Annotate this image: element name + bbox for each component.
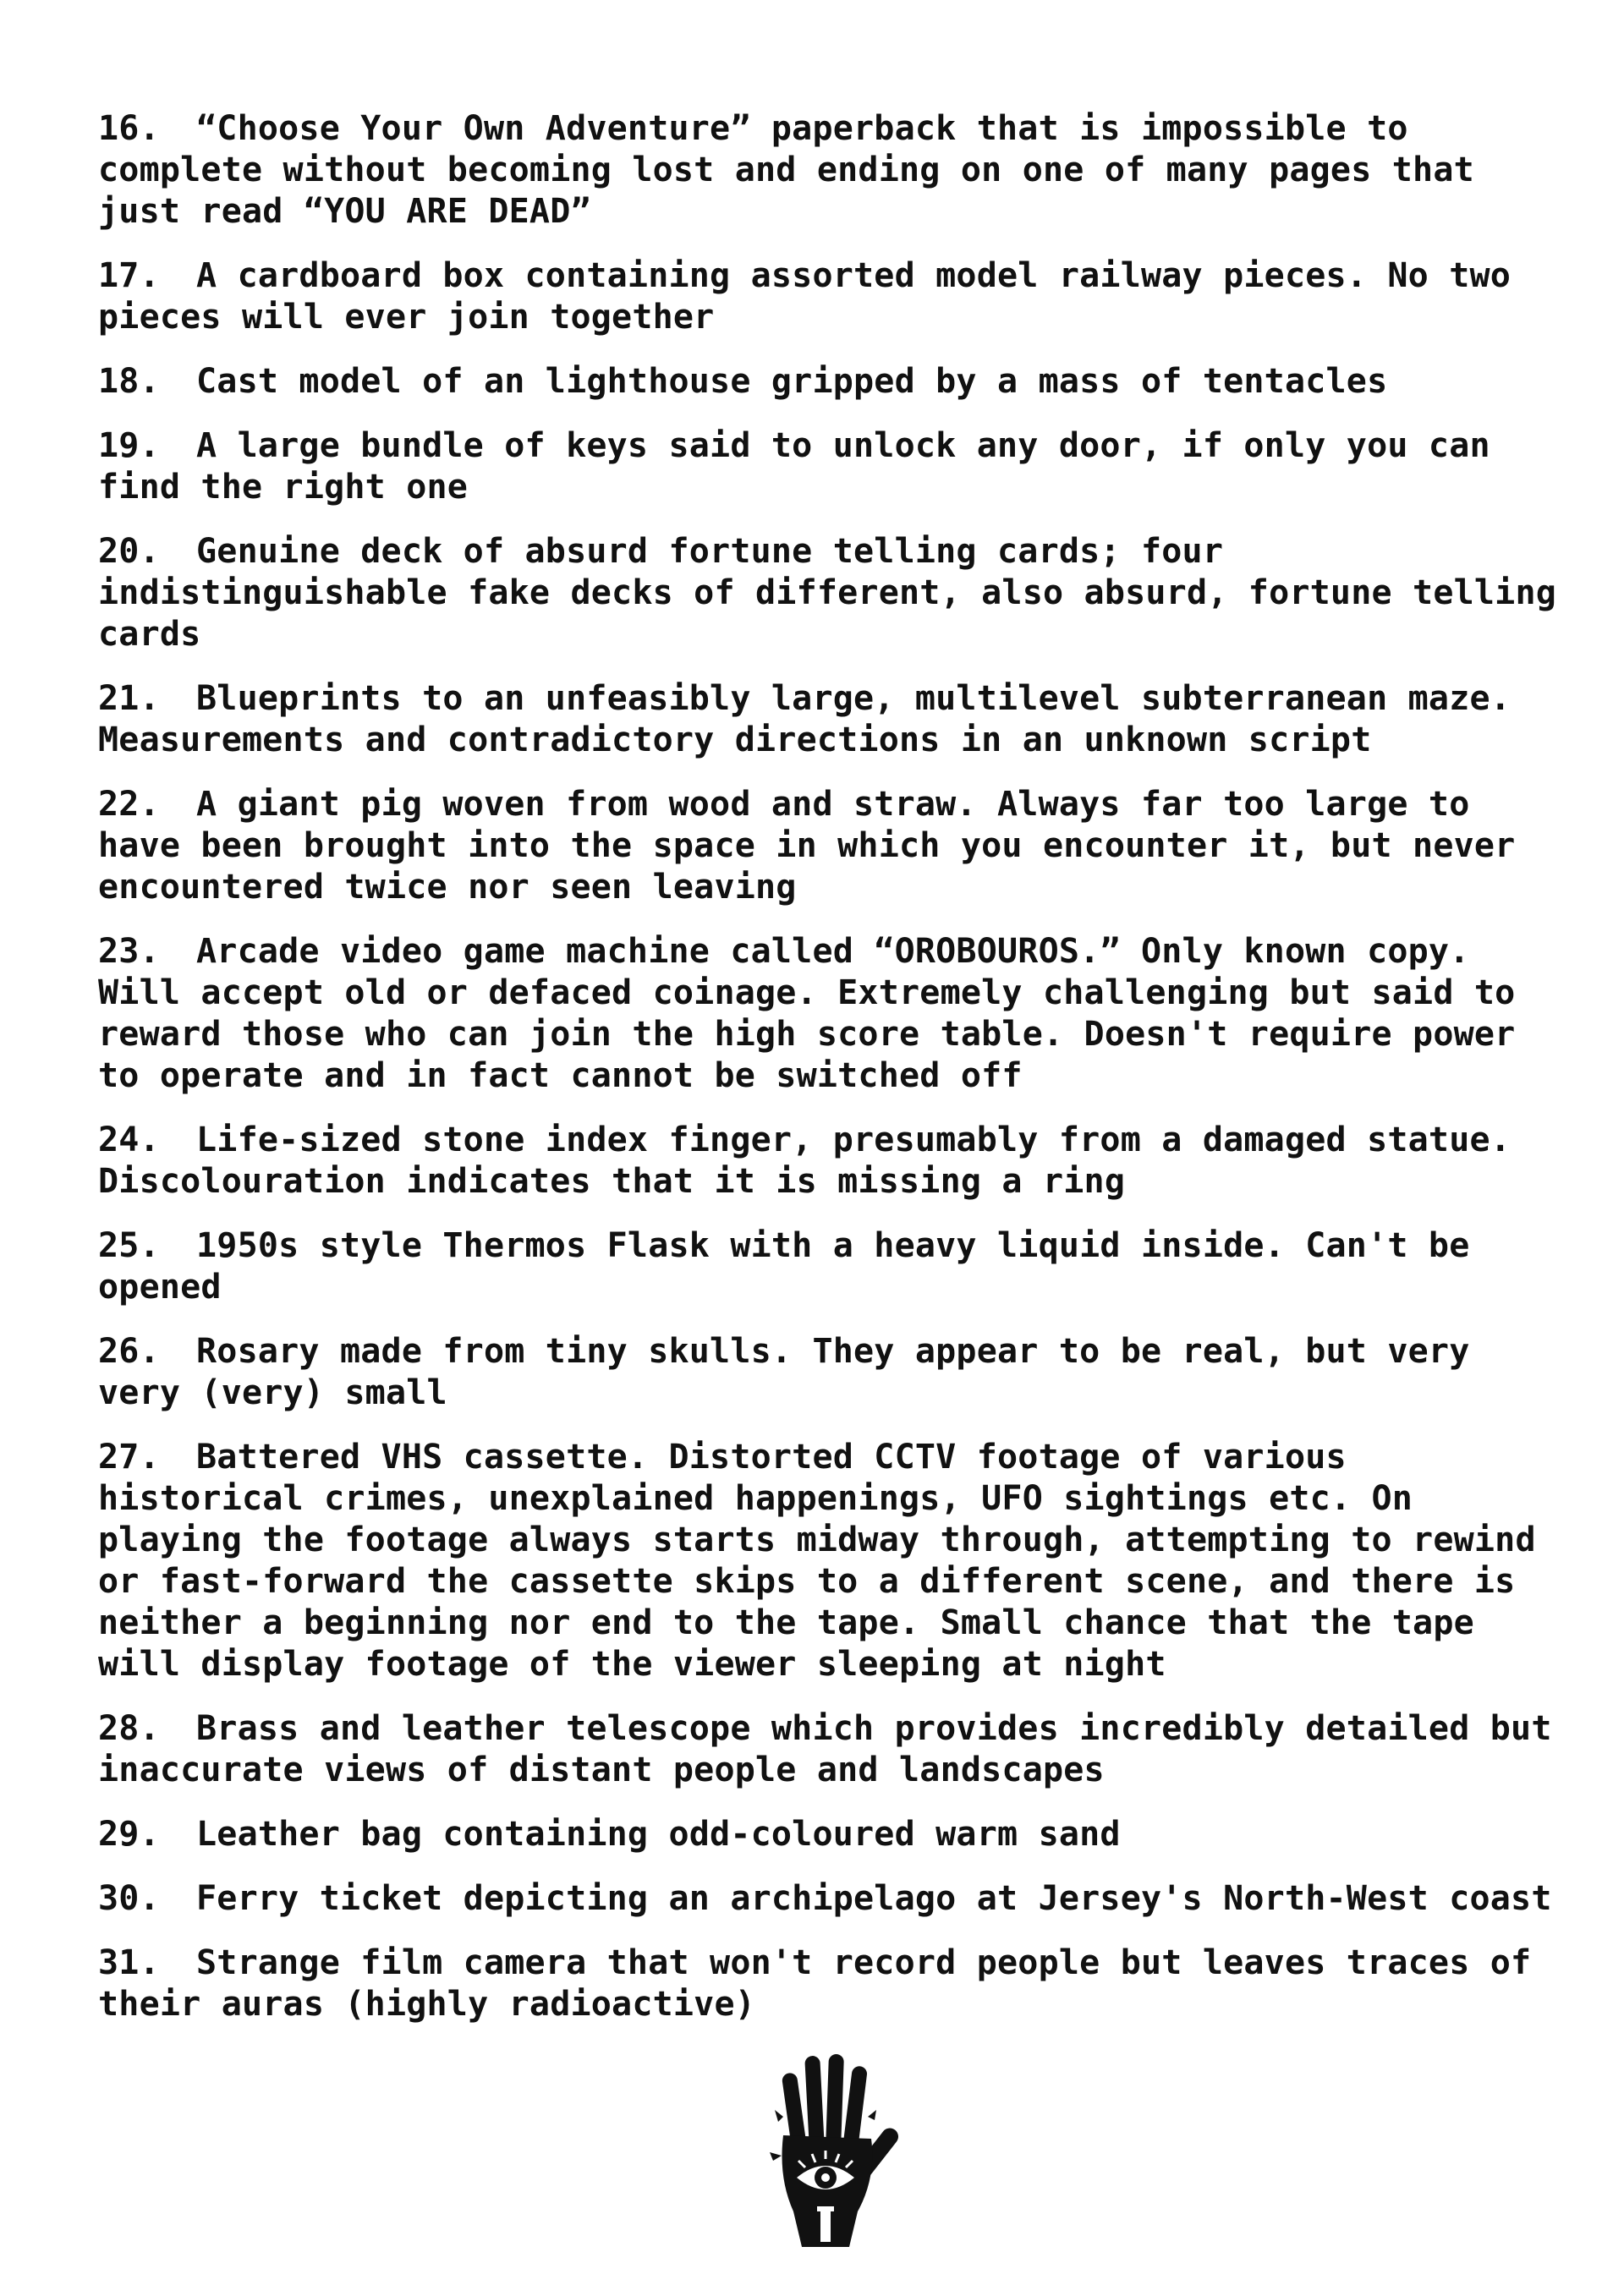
item-text: 1950s style Thermos Flask with a heavy liquid inside. Can't be opened [98,1226,1470,1307]
item-number: 21. [98,679,160,718]
list-item [98,108,1570,233]
item-text: Battered VHS cassette. Distorted CCTV footage of various historical crimes, unexplained happenings, UFO sightings etc. On playing the footage always starts midway through, attempting to rewind or fast-forward the cassette skips to a different scene, and there is neither a beginning nor end to the tape. Small chance that the tape will display footage of the viewer sleeping at night [98,1438,1536,1684]
list-item [98,931,1570,1097]
list-item [98,361,1570,403]
list-item [98,1437,1570,1685]
list-item [98,531,1570,655]
item-text: Rosary made from tiny skulls. They appear to be real, but very very (very) small [98,1332,1470,1412]
item-number: 30. [98,1879,160,1918]
item-number: 26. [98,1332,160,1371]
item-text: Brass and leather telescope which provides incredibly detailed but inaccurate views of distant people and landscapes [98,1709,1552,1789]
item-text: “Choose Your Own Adventure” paperback that is impossible to complete without becoming lost and ending on one of many pages that just read “YOU ARE DEAD” [98,109,1474,231]
item-number: 25. [98,1226,160,1265]
item-text: Blueprints to an unfeasibly large, multilevel subterranean maze. Measurements and contradictory directions in an unknown script [98,679,1512,759]
item-text: Ferry ticket depicting an archipelago at Jersey's North-West coast [196,1879,1552,1918]
item-text: Cast model of an lighthouse gripped by a mass of tentacles [196,362,1388,401]
item-number: 23. [98,932,160,971]
item-number: 28. [98,1709,160,1748]
item-text: Strange film camera that won't record people but leaves traces of their auras (highly radioactive) [98,1943,1532,2024]
item-number: 19. [98,426,160,465]
item-number: 29. [98,1815,160,1854]
list-item [98,1120,1570,1203]
item-number: 18. [98,362,160,401]
item-text: A large bundle of keys said to unlock any door, if only you can find the right one [98,426,1490,507]
list-item [98,1708,1570,1791]
item-text: Genuine deck of absurd fortune telling cards; four indistinguishable fake decks of different, also absurd, fortune telling cards [98,532,1557,654]
list-item [98,1331,1570,1414]
list-item [98,1878,1570,1920]
list-item [98,1814,1570,1855]
item-number: 17. [98,256,160,295]
list-item [98,425,1570,508]
item-list [98,108,1570,2048]
item-number: 20. [98,532,160,571]
item-text: Arcade video game machine called “OROBOUROS.” Only known copy. Will accept old or defaced coinage. Extremely challenging but said to reward those who can join the high score table. Doesn't require power to operate and in fact cannot be switched off [98,932,1516,1095]
hand-eye-logo-icon [749,2051,902,2262]
item-text: Leather bag containing odd-coloured warm sand [196,1815,1121,1854]
list-item [98,255,1570,338]
item-text: A cardboard box containing assorted model railway pieces. No two pieces will ever join together [98,256,1512,337]
item-number: 27. [98,1438,160,1477]
item-number: 31. [98,1943,160,1982]
list-item [98,1943,1570,2025]
list-item [98,784,1570,908]
item-number: 16. [98,109,160,148]
list-item [98,678,1570,761]
item-text: A giant pig woven from wood and straw. Always far too large to have been brought into the space in which you encounter it, but never encountered twice nor seen leaving [98,785,1516,907]
item-number: 24. [98,1121,160,1159]
list-item [98,1225,1570,1308]
item-text: Life-sized stone index finger, presumably from a damaged statue. Discolouration indicates that it is missing a ring [98,1121,1512,1201]
item-number: 22. [98,785,160,824]
